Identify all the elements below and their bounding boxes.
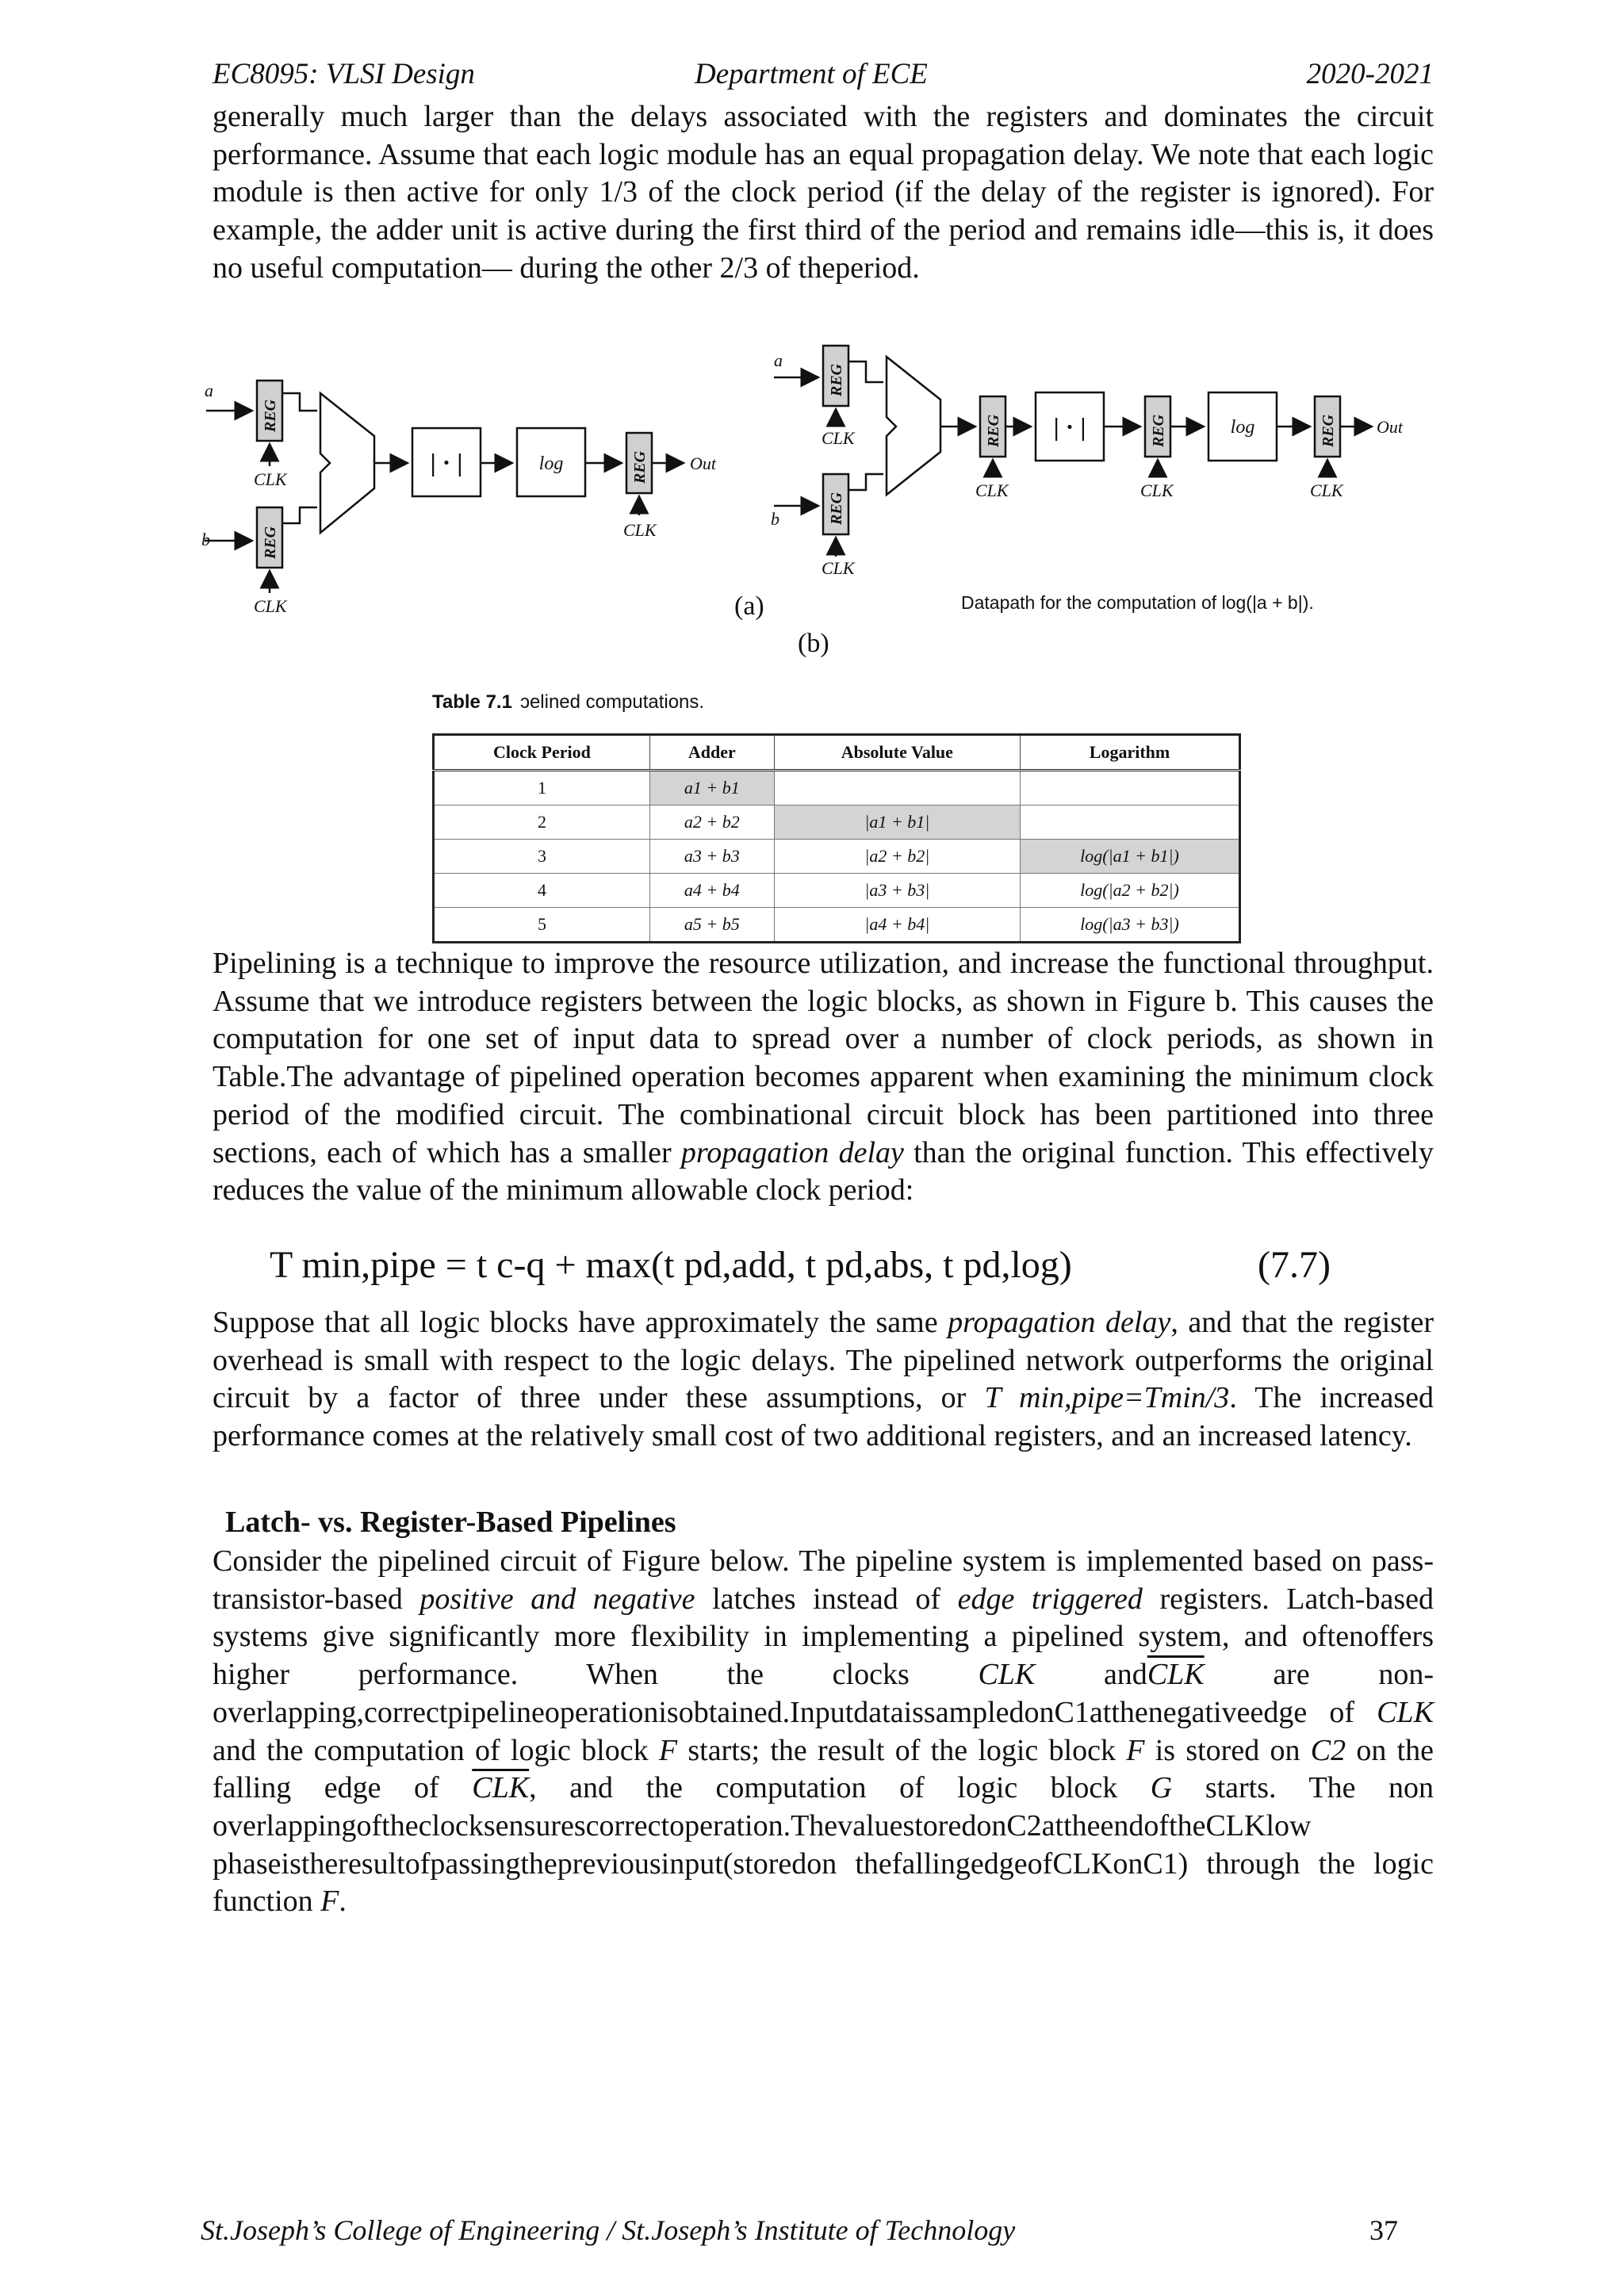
table-cell: log(|a3 + b3|) (1021, 908, 1240, 943)
fig-b-label: (b) (798, 629, 829, 658)
table-cell: |a4 + b4| (774, 908, 1020, 943)
fig-b-adder (887, 357, 940, 495)
table-caption-label: Table 7.1 (432, 691, 512, 713)
header-year: 2020-2021 (1306, 58, 1434, 90)
svg-text:log: log (538, 453, 564, 474)
svg-text:REG: REG (828, 363, 845, 396)
equation-formula: T min,pipe = t c-q + max(t pd,add, t pd,abs, t pd,log) (270, 1244, 1072, 1286)
svg-text:REG: REG (1320, 414, 1337, 447)
svg-text:REG: REG (1150, 414, 1167, 447)
table-caption (432, 691, 704, 714)
svg-text:| · |: | · | (430, 448, 463, 476)
figure-a (201, 381, 717, 616)
latch-paragraph: Consider the pipelined circuit of Figure below. The pipeline system is implemented based on pass-transistor-based positive and negative latches instead of edge triggered registers. Latch-based systems give significantly more flexibility in implementing a pipelined system, and oftenoffers higher performance. When the clocks CLK $and\overline{CLK}$ are non-overlapping,correctpipelineoperationisobtained.InputdataissampledonC1atthenegativeedge of CLK and the computation of logic block F starts; the result of the logic block F is stored on C2 on the falling edge of $\overline{CLK}$, and the computation of logic block G starts. The non overlappingoftheclocksensurescorrectoperation.ThevaluestoredonC2attheendoftheCLKlow phaseistheresultofpassingthepreviousinput(storedon thefallingedgeofCLKonC1) through the logic function F. (213, 1544, 1434, 1919)
fig-a-adder (320, 393, 374, 533)
figure-caption: Datapath for the computation of log(|a + b|). (961, 592, 1314, 613)
table-row (434, 874, 1240, 908)
svg-text:CLK: CLK (1140, 480, 1174, 500)
table-header: Absolute Value (774, 735, 1020, 771)
table-header: Adder (649, 735, 774, 771)
table-row (434, 840, 1240, 874)
page-number: 37 (1369, 2214, 1398, 2246)
datapath-figures (190, 317, 1427, 666)
table-header-row (434, 735, 1240, 771)
page-footer (201, 2214, 1398, 2247)
table-cell (1021, 806, 1240, 840)
svg-text:b: b (771, 509, 779, 529)
table-cell: a2 + b2 (649, 806, 774, 840)
svg-text:REG: REG (262, 399, 279, 432)
svg-text:CLK: CLK (1310, 480, 1343, 500)
table-cell: a1 + b1 (649, 771, 774, 806)
svg-text:REG: REG (262, 526, 279, 559)
header-course: EC8095: VLSI Design (213, 58, 475, 90)
svg-text:CLK: CLK (254, 596, 287, 616)
page-header (213, 57, 1434, 97)
svg-text:CLK: CLK (254, 469, 287, 489)
table-cell: a4 + b4 (649, 874, 774, 908)
figure-b (771, 346, 1404, 578)
table-cell: 1 (434, 771, 650, 806)
table-cell: log(|a1 + b1|) (1021, 840, 1240, 874)
section-title: Latch- vs. Register-Based Pipelines (225, 1506, 676, 1539)
datapath-diagram (190, 317, 1427, 666)
table-cell: 4 (434, 874, 650, 908)
table-cell: a3 + b3 (649, 840, 774, 874)
svg-text:REG: REG (828, 492, 845, 525)
table-cell (1021, 771, 1240, 806)
svg-text:CLK: CLK (623, 520, 657, 540)
pipelining-paragraph: Pipelining is a technique to improve the resource utilization, and increase the functional throughput. Assume that we introduce registers between the logic blocks, as shown in Figure b. This causes the computation for one set of input data to spread over a number of clock periods, as shown in Table.The advantage of pipelined operation becomes apparent when examining the minimum clock period of the modified circuit. The combinational circuit block has been partitioned into three sections, each of which has a smaller propagation delay than the original function. This effectively reduces the value of the minimum allowable clock period: (213, 947, 1434, 1207)
header-department: Department of ECE (695, 58, 928, 90)
pipelined-computation-table (432, 733, 1241, 943)
svg-text:REG: REG (631, 450, 649, 484)
table-cell: a5 + b5 (649, 908, 774, 943)
suppose-paragraph: Suppose that all logic blocks have approximately the same propagation delay, and that the register overhead is small with respect to the logic delays. The pipelined network outperforms the original circuit by a factor of three under these assumptions, or T min,pipe=Tmin/3. The increased performance comes at the relatively small cost of two additional registers, and an increased latency. (213, 1306, 1434, 1453)
svg-text:CLK: CLK (822, 558, 855, 578)
table-header: Logarithm (1021, 735, 1240, 771)
table-caption-text: ɔelined computations. (519, 691, 705, 713)
svg-text:REG: REG (985, 414, 1002, 447)
table-cell: |a1 + b1| (774, 806, 1020, 840)
table-row (434, 771, 1240, 806)
table-cell (774, 771, 1020, 806)
svg-text:Out: Out (1377, 417, 1403, 437)
table-header: Clock Period (434, 735, 650, 771)
svg-text:a: a (774, 350, 783, 370)
svg-text:log: log (1230, 417, 1255, 438)
svg-text:CLK: CLK (822, 428, 855, 448)
fig-a-input-b: b (201, 530, 210, 549)
table-cell: 3 (434, 840, 650, 874)
equation-number: (7.7) (1258, 1244, 1331, 1286)
fig-a-label: (a) (734, 591, 764, 621)
fig-a-input-a: a (205, 381, 213, 400)
table-cell: |a2 + b2| (774, 840, 1020, 874)
intro-paragraph: generally much larger than the delays associated with the registers and dominates the circuit performance. Assume that each logic module has an equal propagation delay. We note that each logic module is then active for only 1/3 of the clock period (if the delay of the register is ignored). For example, the adder unit is active during the first third of the period and remains idle—this is, it does no useful computation— during the other 2/3 of theperiod. (213, 100, 1434, 285)
table-row (434, 806, 1240, 840)
svg-text:CLK: CLK (975, 480, 1009, 500)
table-cell: 5 (434, 908, 650, 943)
table-cell: 2 (434, 806, 650, 840)
svg-text:| · |: | · | (1053, 412, 1086, 441)
table-cell: |a3 + b3| (774, 874, 1020, 908)
svg-text:Out: Out (690, 453, 716, 473)
equation-7-7 (270, 1243, 1380, 1299)
table-row (434, 908, 1240, 943)
footer-institution: St.Joseph’s College of Engineering / St.Joseph’s Institute of Technology (201, 2214, 1016, 2246)
table-cell: log(|a2 + b2|) (1021, 874, 1240, 908)
